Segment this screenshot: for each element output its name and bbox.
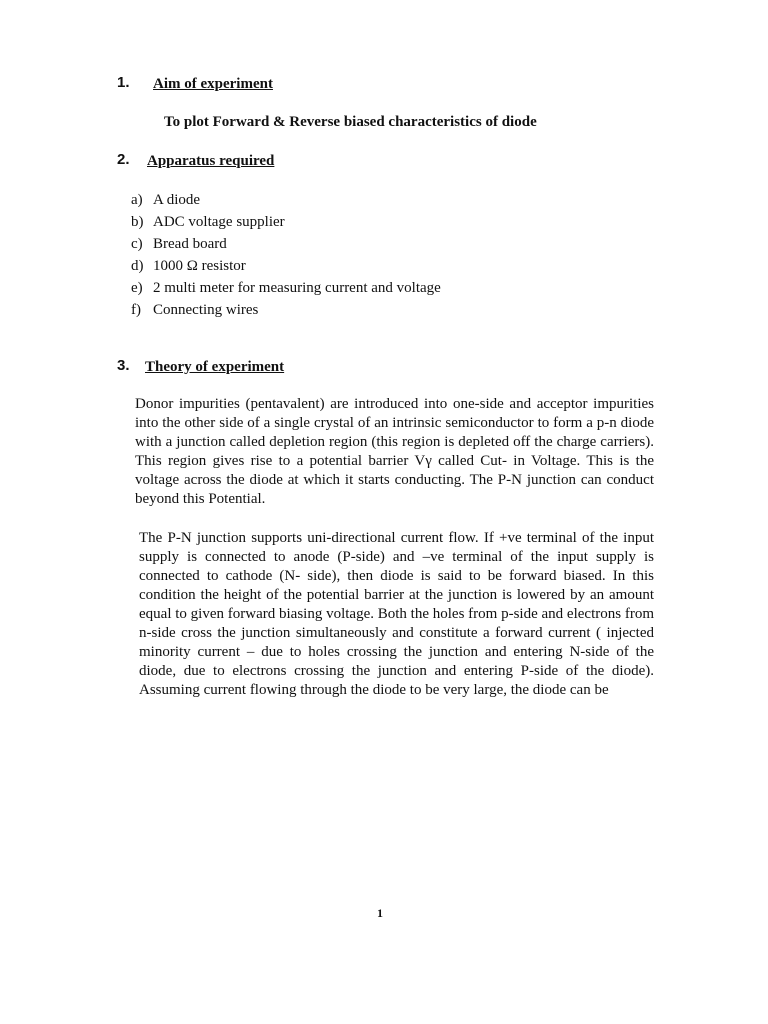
list-item — [131, 233, 441, 255]
list-marker: f) — [131, 302, 141, 318]
list-item-text: 2 multi meter for measuring current and voltage — [153, 280, 441, 296]
list-item — [131, 299, 441, 321]
section-3-number: 3. — [117, 357, 130, 374]
section-2-heading: Apparatus required — [147, 153, 275, 169]
page-number: 1 — [377, 906, 383, 920]
theory-paragraph-1: Donor impurities (pentavalent) are introduced into one-side and acceptor impurities into the other side of a single crystal of an intrinsic semiconductor to form a p-n diode with a junction called depletion region (this region is depleted off the charge carriers). This region gives rise to a potential barrier Vγ called Cut- in Voltage. This is the voltage across the diode at which it starts conducting. The P-N junction can conduct beyond this Potential. — [135, 396, 654, 507]
apparatus-list — [131, 189, 441, 321]
section-2-number: 2. — [117, 151, 130, 168]
list-marker: c) — [131, 236, 143, 252]
section-1-heading: Aim of experiment — [153, 76, 273, 92]
list-item-text: ADC voltage supplier — [153, 214, 285, 230]
section-3-heading: Theory of experiment — [145, 359, 285, 375]
list-item — [131, 211, 441, 233]
list-item — [131, 189, 441, 211]
list-item — [131, 277, 441, 299]
list-item-text: A diode — [153, 192, 201, 208]
list-item — [131, 255, 441, 277]
theory-paragraph-2: The P-N junction supports uni-directional current flow. If +ve terminal of the input supply is connected to anode (P-side) and –ve terminal of the input supply is connected to cathode (N- side), then diode is said to be forward biased. In this condition the height of the potential barrier at the junction is lowered by an amount equal to given forward biasing voltage. Both the holes from p-side and electrons from n-side cross the junction simultaneously and constitute a forward current ( injected minority current – due to holes crossing the junction and entering N-side of the diode, due to electrons crossing the junction and entering P-side of the diode). Assuming current flowing through the diode to be very large, the diode can be — [139, 530, 654, 698]
list-marker: e) — [131, 280, 143, 296]
list-marker: b) — [131, 214, 144, 230]
list-item-text: 1000 Ω resistor — [153, 258, 246, 274]
list-item-text: Bread board — [153, 236, 227, 252]
aim-statement: To plot Forward & Reverse biased characteristics of diode — [164, 114, 537, 130]
list-item-text: Connecting wires — [153, 302, 259, 318]
list-marker: d) — [131, 258, 144, 274]
list-marker: a) — [131, 192, 143, 208]
section-1-number: 1. — [117, 74, 130, 91]
